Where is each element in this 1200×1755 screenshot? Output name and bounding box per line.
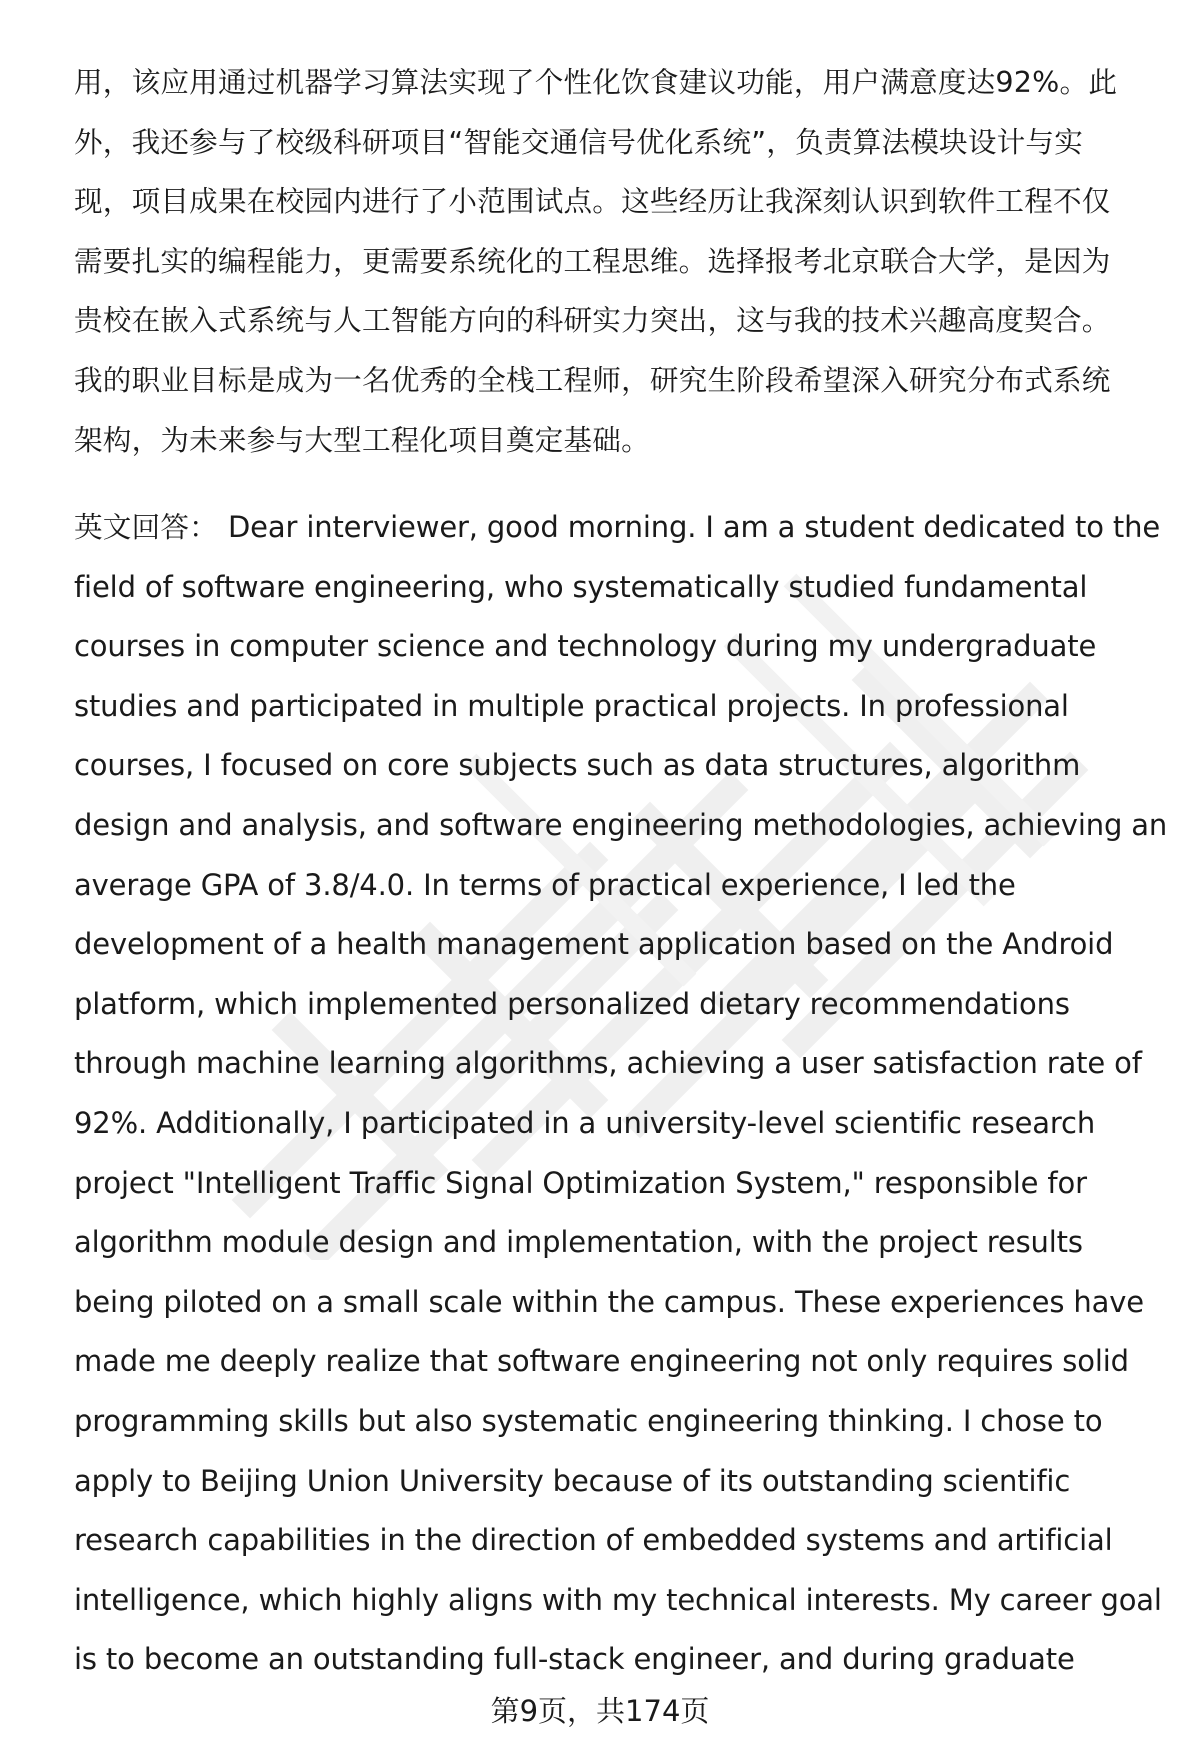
english-text-span: field of software engineering, who systematically studied fundamental (74, 569, 1088, 604)
chinese-text-line: 我的职业目标是成为一名优秀的全栈工程师，研究生阶段希望深入研究分布式系统 (74, 363, 1111, 397)
english-text-line (74, 805, 1167, 845)
english-text-line (74, 865, 1016, 905)
chinese-text-line: 现，项目成果在校园内进行了小范围试点。这些经历让我深刻认识到软件工程不仅 (74, 184, 1111, 219)
english-text-span: through machine learning algorithms, achieving a user satisfaction rate of (74, 1046, 1142, 1081)
english-text-line (74, 745, 1080, 785)
english-text-span: apply to Beijing Union University because of its outstanding scientific (74, 1463, 1071, 1498)
english-text-line (74, 924, 1113, 964)
page-indicator: 第9页，共174页 (490, 1694, 710, 1728)
chinese-text-line: 架构，为未来参与大型工程化项目奠定基础。 (74, 422, 650, 457)
english-text-span: is to become an outstanding full-stack engineer, and during graduate (74, 1642, 1075, 1677)
english-answer-label: 英文回答： (74, 510, 218, 544)
chinese-text-line: 外，我还参与了校级科研项目“智能交通信号优化系统”，负责算法模块设计与实 (74, 124, 1084, 159)
english-text-line (74, 1520, 1113, 1560)
english-text-span: development of a health management application based on the Android (74, 927, 1114, 962)
english-text-line (74, 507, 1160, 547)
english-text-span: platform, which implemented personalized dietary recommendations (74, 986, 1070, 1021)
english-text-line (74, 1282, 1144, 1322)
english-text-line (74, 1222, 1083, 1262)
english-text-line (74, 626, 1096, 666)
english-text-span: average GPA of 3.8/4.0. In terms of practical experience, I led the (74, 867, 1016, 902)
english-text-line (74, 984, 1070, 1024)
english-text-span: courses, I focused on core subjects such as data structures, algorithm (74, 748, 1081, 783)
english-text-line (74, 1580, 1162, 1620)
english-text-span: intelligence, which highly aligns with my technical interests. My career goal (74, 1582, 1162, 1617)
english-text-line (74, 1461, 1070, 1501)
english-text-line (74, 567, 1087, 607)
english-text-span: project "Intelligent Traffic Signal Optimization System," responsible for (74, 1165, 1087, 1200)
chinese-text-line: 贵校在嵌入式系统与人工智能方向的科研实力突出，这与我的技术兴趣高度契合。 (74, 303, 1111, 338)
english-text-span: programming skills but also systematic engineering thinking. I chose to (74, 1404, 1103, 1438)
english-text-span: studies and participated in multiple practical projects. In professional (74, 688, 1069, 723)
english-text-span: made me deeply realize that software engineering not only requires solid (74, 1344, 1129, 1379)
english-text-span: research capabilities in the direction of embedded systems and artificial (74, 1523, 1113, 1558)
english-text-line (74, 1043, 1142, 1083)
english-text-line (74, 1103, 1095, 1143)
english-text-line (74, 1639, 1075, 1679)
english-text-line (74, 686, 1069, 726)
english-text-span: 92%. Additionally, I participated in a university-level scientific research (74, 1106, 1096, 1140)
english-text-line (74, 1163, 1087, 1203)
english-text-span: courses in computer science and technology during my undergraduate (74, 629, 1097, 664)
english-text-line (74, 1341, 1129, 1381)
english-text-span: algorithm module design and implementation, with the project results (74, 1225, 1083, 1260)
english-text-span: Dear interviewer, good morning. I am a student dedicated to the (227, 510, 1161, 544)
chinese-text-line: 用，该应用通过机器学习算法实现了个性化饮食建议功能，用户满意度达92%。此 (74, 65, 1118, 99)
chinese-text-line: 需要扎实的编程能力，更需要系统化的工程思维。选择报考北京联合大学，是因为 (74, 243, 1111, 278)
english-text-span: design and analysis, and software engineering methodologies, achieving an (74, 808, 1168, 842)
english-text-span: being piloted on a small scale within the campus. These experiences have (74, 1284, 1144, 1319)
english-text-line (74, 1401, 1102, 1441)
